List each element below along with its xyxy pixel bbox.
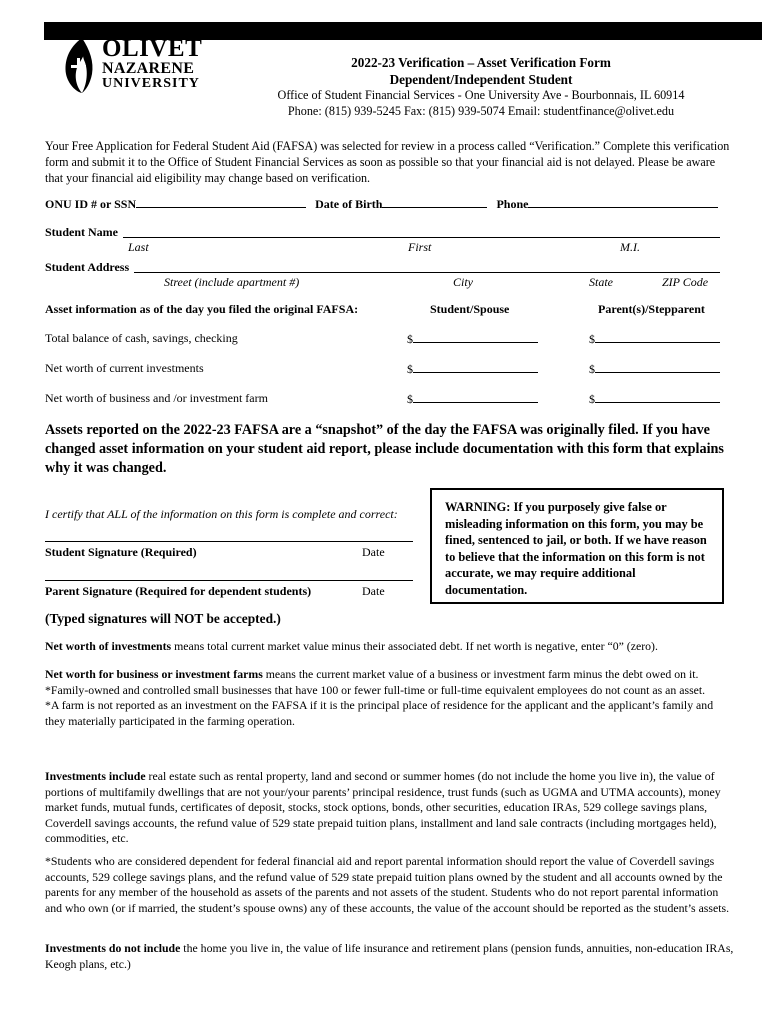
asset-row-cash-parent[interactable]: $ xyxy=(589,331,729,347)
logo-text-university: UNIVERSITY xyxy=(102,76,200,91)
addr-city-caption: City xyxy=(453,275,473,289)
parent-signature-line[interactable] xyxy=(45,580,413,581)
phone-label: Phone xyxy=(496,197,529,211)
dob-label: Date of Birth xyxy=(315,197,383,211)
def-dependent-note: *Students who are considered dependent for federal financial aid and report parental information should report the value of Coverdell savings accounts, 529 college savings plans, and the refund value of 529 state prepaid tuition plans owned by the student and all accounts owned by the parents for any member of the household as assets of the parents and not assets of the student. Students who do not report parental information and who own (or if married, the student’s spouse owns) any of these accounts, the value of the account should be reported as the student’s assets. xyxy=(45,854,730,915)
id-input-line[interactable] xyxy=(136,196,306,208)
def-farm-text: means the current market value of a business or investment farm minus the debt owed on it. xyxy=(262,667,699,681)
asset-row-investments-parent[interactable]: $ xyxy=(589,361,729,377)
def-exclude-text: the home you live in, the value of life insurance and retirement plans (pension funds, annuities, non-education IRAs, Keogh plans, etc.) xyxy=(45,941,734,971)
def-exclude-term: Investments do not include xyxy=(45,941,181,955)
def-investments-exclude xyxy=(45,941,735,972)
asset-row-cash-student[interactable]: $ xyxy=(407,331,547,347)
intro-paragraph: Your Free Application for Federal Student Aid (FAFSA) was selected for review in a process called “Verification.” Complete this verification form and submit it to the Office of Student Financial Services as soon as possible so that your financial aid is not delayed. Please be aware that your financial aid eligibility may change based on verification. xyxy=(45,139,730,185)
def-investments xyxy=(45,639,735,655)
university-logo xyxy=(60,36,220,96)
def-business-farms xyxy=(45,667,735,729)
name-mi-caption: M.I. xyxy=(620,240,640,254)
logo-text-nazarene: NAZARENE xyxy=(102,60,195,77)
id-label: ONU ID # or SSN xyxy=(45,197,137,211)
addr-zip-caption: ZIP Code xyxy=(662,275,709,289)
parent-date-label: Date xyxy=(362,584,385,598)
parent-signature-label: Parent Signature (Required for dependent students) xyxy=(45,584,312,598)
certify-statement: I certify that ALL of the information on this form is complete and correct: xyxy=(45,507,398,521)
phone-input-line[interactable] xyxy=(528,196,718,208)
def-farm-note-small-business: *Family-owned and controlled small businesses that have 100 or fewer full-time or full-time equivalent employees do not count as an asset. xyxy=(45,682,706,697)
col-student-spouse: Student/Spouse xyxy=(430,302,510,316)
def-include-term: Investments include xyxy=(45,769,146,783)
addr-street-caption: Street (include apartment #) xyxy=(164,275,300,289)
name-label: Student Name xyxy=(45,225,119,239)
def-farm-note-residence: *A farm is not reported as an investment on the FAFSA if it is the principal place of residence for the applicant and the applicant’s family and they materially participated in the farming operation. xyxy=(45,698,714,728)
def-investments-term: Net worth of investments xyxy=(45,639,172,653)
assets-heading: Asset information as of the day you filed the original FAFSA: xyxy=(45,302,359,316)
addr-state-caption: State xyxy=(589,275,613,289)
identity-row xyxy=(45,196,725,212)
form-title: 2022-23 Verification – Asset Verification Form xyxy=(351,55,611,70)
def-investments-include xyxy=(45,769,735,847)
dob-input-line[interactable] xyxy=(382,196,487,208)
asset-row-business-parent[interactable]: $ xyxy=(589,391,729,407)
student-date-label: Date xyxy=(362,545,385,559)
asset-row-investments-student[interactable]: $ xyxy=(407,361,547,377)
logo-text-olivet: OLIVET xyxy=(102,35,203,62)
asset-row-business-label: Net worth of business and /or investment farm xyxy=(45,391,268,405)
name-first-caption: First xyxy=(408,240,432,254)
name-last-caption: Last xyxy=(128,240,149,254)
form-subtitle: Dependent/Independent Student xyxy=(389,72,573,87)
flame-cross-icon xyxy=(60,36,98,94)
col-parent-stepparent: Parent(s)/Stepparent xyxy=(598,302,705,316)
office-address: Office of Student Financial Services - One University Ave - Bourbonnais, IL 60914 xyxy=(277,88,685,102)
office-contact: Phone: (815) 939-5245 Fax: (815) 939-5074 Email: studentfinance@olivet.edu xyxy=(287,103,675,118)
typed-signature-note: (Typed signatures will NOT be accepted.) xyxy=(45,611,281,626)
asset-row-cash-label: Total balance of cash, savings, checking xyxy=(45,331,238,345)
student-signature-line[interactable] xyxy=(45,541,413,542)
def-include-text: real estate such as rental property, land and second or summer homes (do not include the home you live in), the value of portions of multifamily dwellings that are not your/your parents’ principal residence, trust funds (such as UGMA and UTMA accounts), money market funds, mutual funds, certificates of deposit, stocks, stock options, bonds, other securities, education IRAs, 529 college savings plans, Coverdell savings accounts, the refund value of 529 state prepaid tuition plans, installment and land sale contracts (including mortgages held), commodities, etc. xyxy=(45,769,721,845)
snapshot-notice: Assets reported on the 2022-23 FAFSA are a “snapshot” of the day the FAFSA was originally filed. If you have changed asset information on your student aid report, please include documentation with this form that explains why it was changed. xyxy=(45,422,724,476)
form-header xyxy=(240,54,722,119)
warning-box: WARNING: If you purposely give false or misleading information on this form, you may be fined, sentenced to jail, or both. If we have reason to believe that the information on this form is not accurate, we may require additional documentation. xyxy=(430,488,724,604)
asset-row-investments-label: Net worth of current investments xyxy=(45,361,204,375)
student-address-input-line[interactable] xyxy=(134,272,720,273)
student-signature-label: Student Signature (Required) xyxy=(45,545,197,559)
address-label: Student Address xyxy=(45,260,130,274)
student-name-input-line[interactable] xyxy=(123,237,720,238)
def-investments-text: means total current market value minus their associated debt. If net worth is negative, enter “0” (zero). xyxy=(171,639,658,653)
def-farm-term: Net worth for business or investment farms xyxy=(45,667,263,681)
asset-row-business-student[interactable]: $ xyxy=(407,391,547,407)
